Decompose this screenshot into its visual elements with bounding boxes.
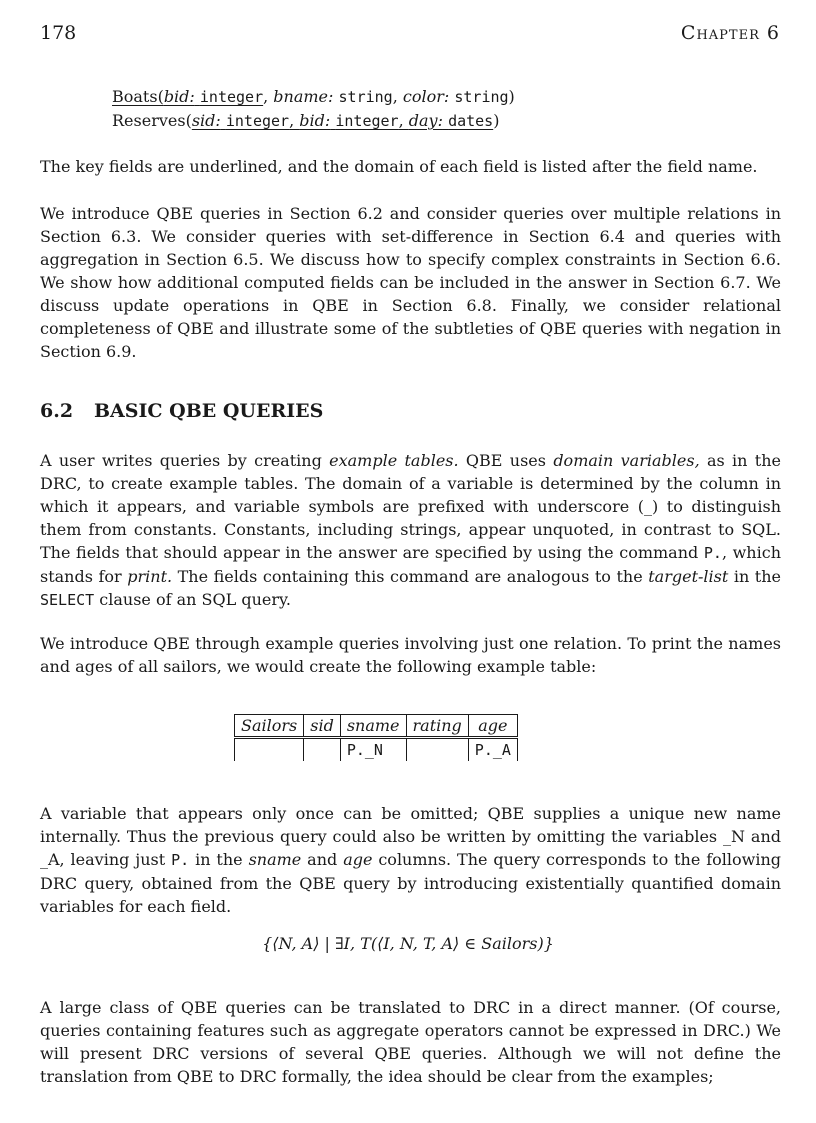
qbe-cell <box>304 738 341 762</box>
paragraph-example-intro: We introduce QBE through example queries involving just one relation. To print the names and ages of all sailors, we would create the following example table: <box>40 634 781 676</box>
drc-formula: {⟨N, A⟩ | ∃I, T(⟨I, N, T, A⟩ ∈ Sailors)} <box>262 934 554 953</box>
qbe-header-cell: age <box>468 715 517 738</box>
qbe-header-cell: Sailors <box>235 715 304 738</box>
boats-schema: Boats(bid: integer, bname: string, color: string) <box>112 87 515 106</box>
chapter-heading: Chapter 6 <box>680 22 780 44</box>
qbe-cell <box>406 738 468 762</box>
paragraph-key-fields: The key fields are underlined, and the domain of each field is listed after the field name. <box>40 157 758 176</box>
qbe-header-cell: rating <box>406 715 468 738</box>
qbe-header-cell: sname <box>340 715 406 738</box>
qbe-cell: P._N <box>340 738 406 762</box>
section-number: 6.2 <box>40 400 74 422</box>
paragraph-section-overview: We introduce QBE queries in Section 6.2 and consider queries over multiple relations in Section 6.3. We consider queries with set-difference in Section 6.4 and queries with aggregation in Section 6.5. We discuss how to specify complex constraints in Section 6.6. We show how additional computed fields can be included in the answer in Section 6.7. We discuss update operations in QBE in Section 6.8. Finally, we consider relational completeness of QBE and illustrate some of the subtleties of QBE queries with negation in Section 6.9. <box>40 204 781 361</box>
qbe-header-row <box>235 715 518 738</box>
qbe-cell <box>235 738 304 762</box>
qbe-example-table <box>234 714 518 761</box>
page-number: 178 <box>40 22 77 44</box>
paragraph-qbe-intro: A user writes queries by creating example tables. QBE uses domain variables, as in the DRC, to create example tables. The domain of a variable is determined by the column in which it appears, and variable symbols are prefixed with underscore (_) to distinguish them from constants. Constants, including strings, appear unquoted, in contrast to SQL. The fields that should appear in the answer are specified by using the command P., which stands for print. The fields containing this command are analogous to the target-list in the SELECT clause of an SQL query. <box>40 451 782 609</box>
qbe-header-cell: sid <box>304 715 341 738</box>
section-title: BASIC QBE QUERIES <box>94 400 324 422</box>
paragraph-drc-translation: A large class of QBE queries can be translated to DRC in a direct manner. (Of course, queries containing features such as aggregate operators cannot be expressed in DRC.) We will present DRC versions of several QBE queries. Although we will not define the translation from QBE to DRC formally, the idea should be clear from the examples; <box>40 998 781 1086</box>
paragraph-variable-omission: A variable that appears only once can be omitted; QBE supplies a unique new name internally. Thus the previous query could also be written by omitting the variables _N and _A, leaving just P. in the sname and age columns. The query corresponds to the following DRC query, obtained from the QBE query by introducing existentially quantified domain variables for each field. <box>40 804 782 916</box>
qbe-cell: P._A <box>468 738 517 762</box>
section-heading <box>40 400 323 422</box>
qbe-data-row <box>235 738 518 762</box>
reserves-schema: Reserves(sid: integer, bid: integer, day: dates) <box>112 111 500 130</box>
